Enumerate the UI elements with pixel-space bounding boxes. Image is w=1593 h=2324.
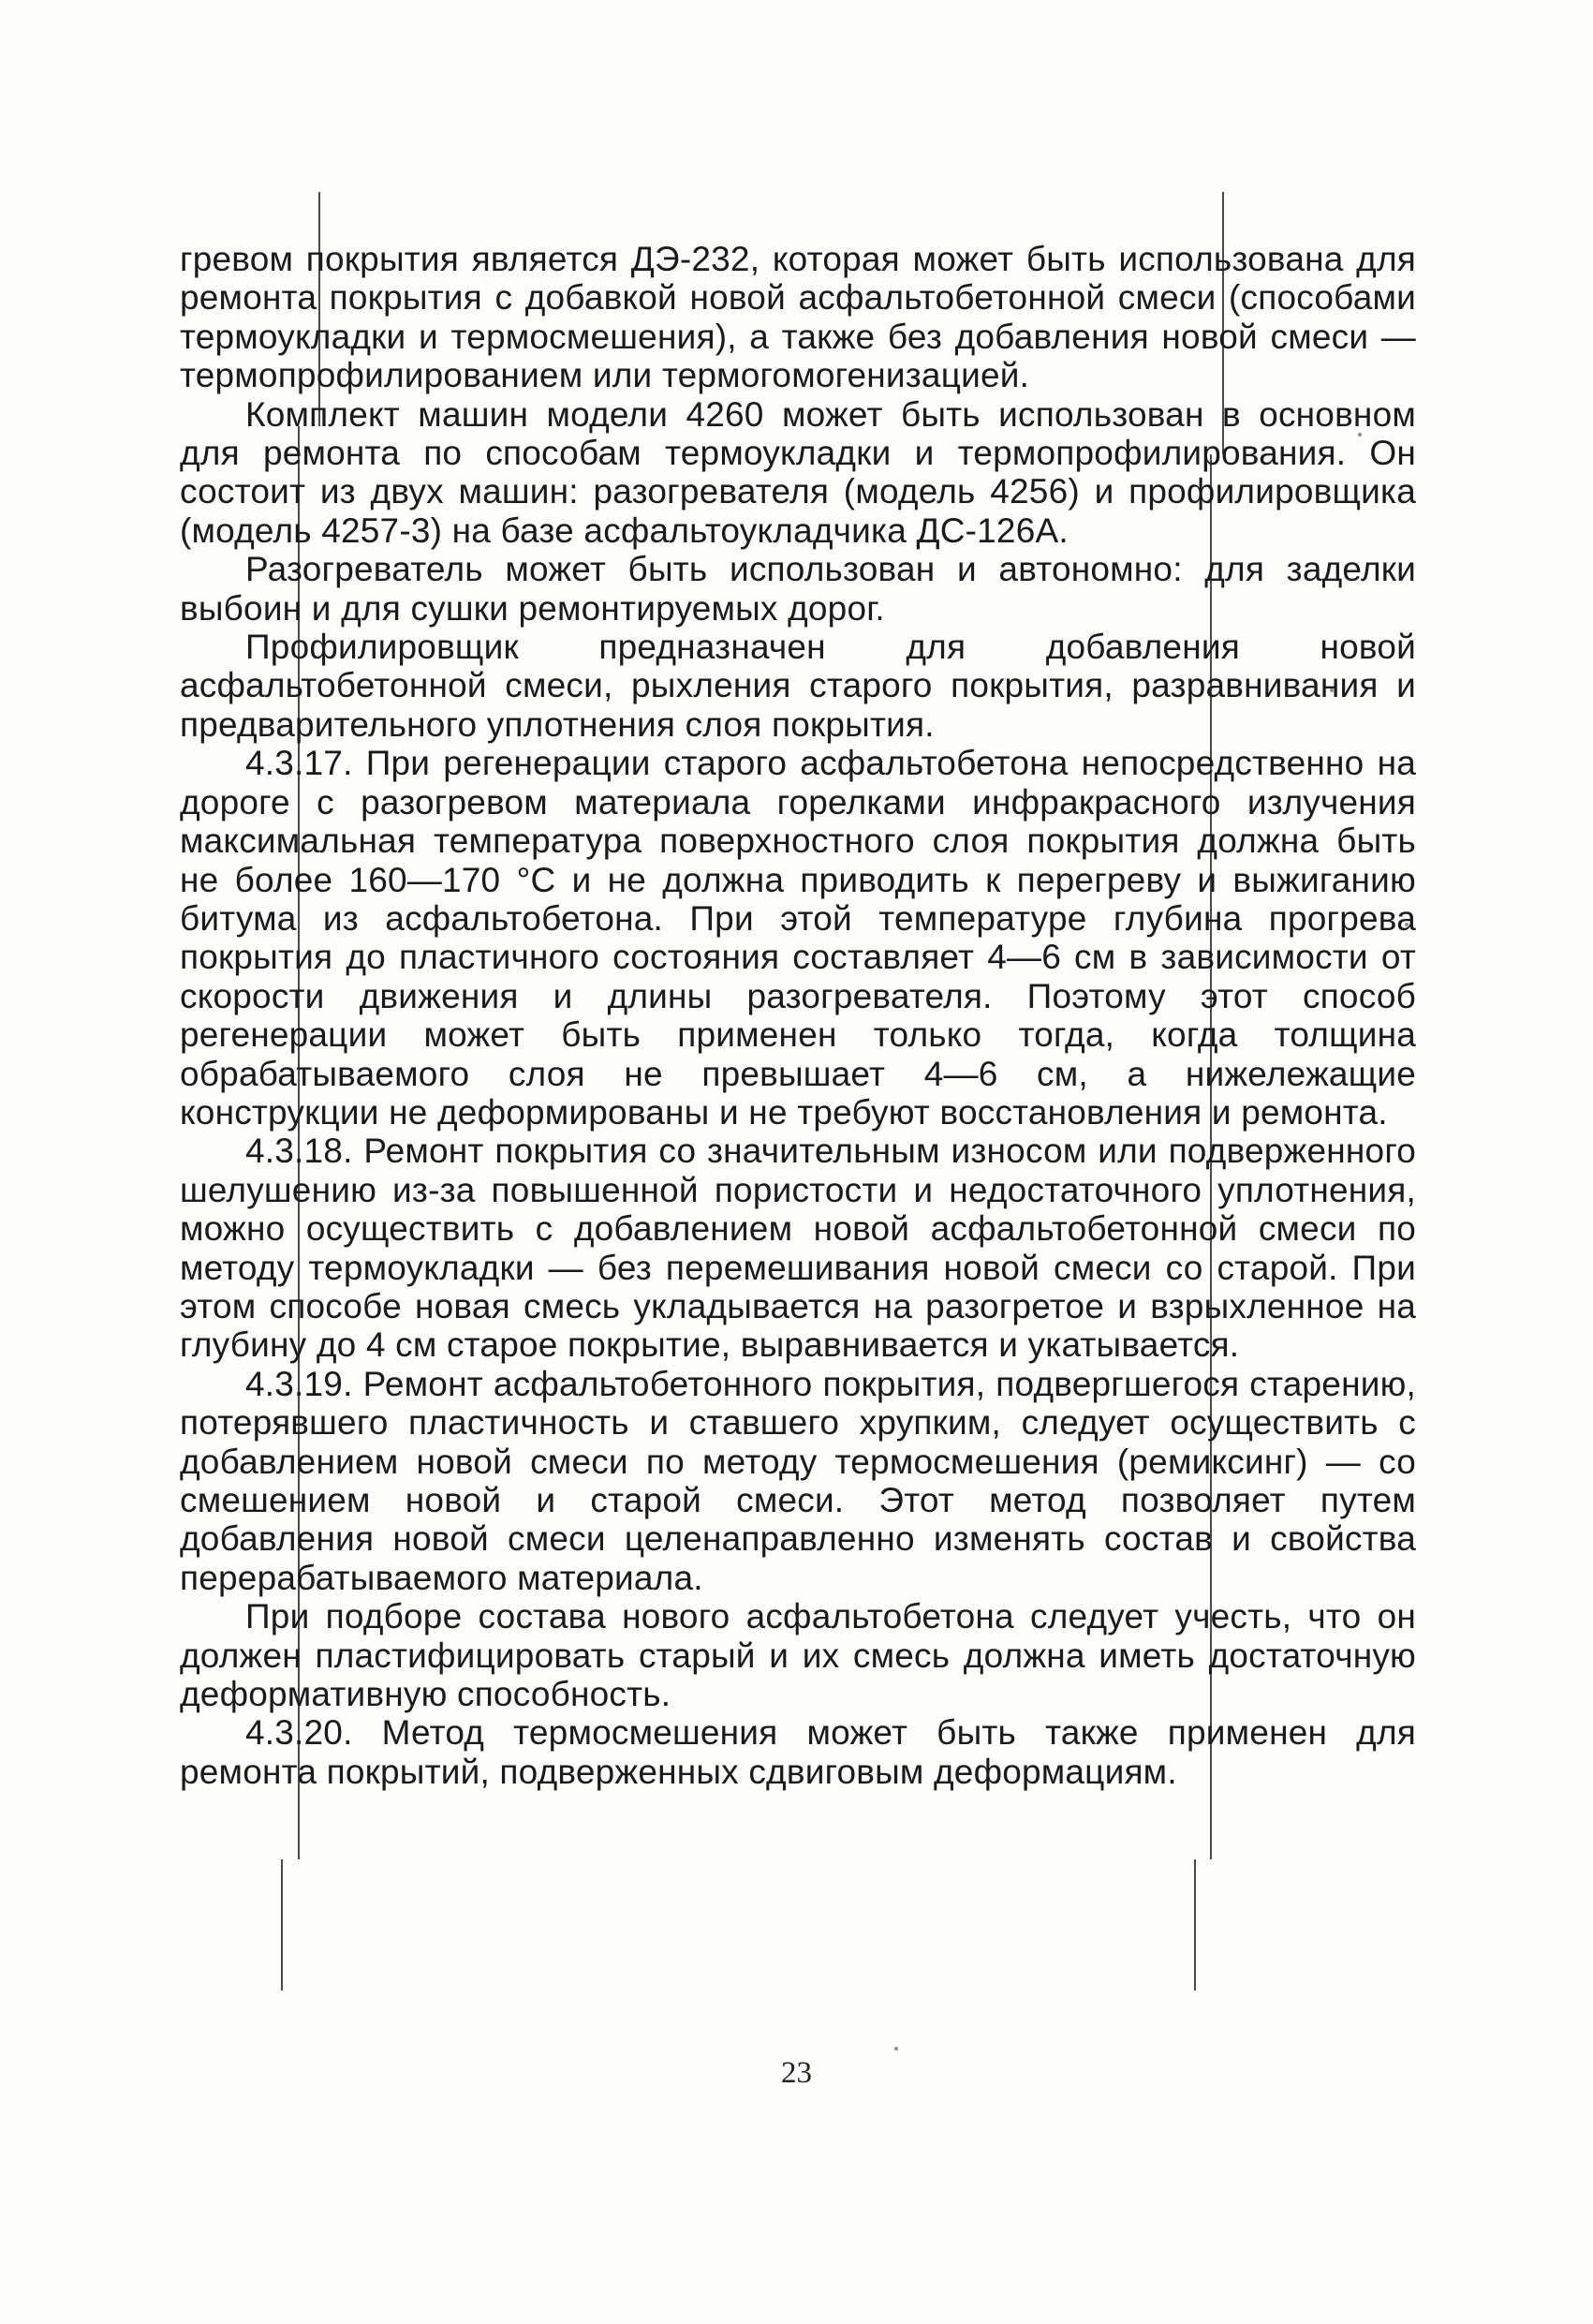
paragraph-8: При подборе состава нового асфальтобетона следует учесть, что он должен пластифицировать старый и их смесь должна иметь достаточную деформативную способность. bbox=[180, 1597, 1416, 1714]
scan-speck bbox=[894, 2047, 898, 2050]
paragraph-2: Комплект машин модели 4260 может быть использован в основном для ремонта по способам термоукладки и термопрофилирования. Он состоит из двух машин: разогревателя (модель 4256) и профилировщика (модель 4257-3) на базе асфальтоукладчика ДС-126А. bbox=[180, 394, 1416, 550]
paragraph-section-4-3-20: 4.3.20. Метод термосмешения может быть также применен для ремонта покрытий, подверженных сдвиговым деформациям. bbox=[180, 1713, 1416, 1791]
paragraph-3: Разогреватель может быть использован и автономно: для заделки выбоин и для сушки ремонтируемых дорог. bbox=[180, 550, 1416, 628]
page-number: 23 bbox=[781, 2056, 812, 2090]
scan-artifact-line bbox=[1194, 1859, 1196, 1991]
paragraph-1: гревом покрытия является ДЭ-232, которая может быть использована для ремонта покрытия с добавкой новой асфальтобетонной смеси (способами термоукладки и термосмешения), а также без добавления новой смеси — термопрофилированием или термогомогенизацией. bbox=[180, 240, 1416, 395]
paragraph-section-4-3-19: 4.3.19. Ремонт асфальтобетонного покрытия, подвергшегося старению, потерявшего пластичность и ставшего хрупким, следует осуществить с добавлением новой смеси по методу термосмешения (ремиксинг) — со смешением новой и старой смеси. Этот метод позволяет путем добавления новой смеси целенаправленно изменять состав и свойства перерабатываемого материала. bbox=[180, 1364, 1416, 1597]
paragraph-section-4-3-17: 4.3.17. При регенерации старого асфальтобетона непосредственно на дороге с разогревом материала горелками инфракрасного излучения максимальная температура поверхностного слоя покрытия должна быть не более 160—170 °С и не должна приводить к перегреву и выжиганию битума из асфальтобетона. При этой температуре глубина прогрева покрытия до пластичного состояния составляет 4—6 см в зависимости от скорости движения и длины разогревателя. Поэтому этот способ регенерации может быть применен только тогда, когда толщина обрабатываемого слоя не превышает 4—6 см, а нижележащие конструкции не деформированы и не требуют восстановления и ремонта. bbox=[180, 744, 1416, 1132]
paragraph-4: Профилировщик предназначен для добавления новой асфальтобетонной смеси, рыхления старого покрытия, разравнивания и предварительного уплотнения слоя покрытия. bbox=[180, 628, 1416, 744]
paragraph-section-4-3-18: 4.3.18. Ремонт покрытия со значительным износом или подверженного шелушению из-за повышенной пористости и недостаточного уплотнения, можно осуществить с добавлением новой асфальтобетонной смеси по методу термоукладки — без перемешивания новой смеси со старой. При этом способе новая смесь укладывается на разогретое и взрыхленное на глубину до 4 см старое покрытие, выравнивается и укатывается. bbox=[180, 1132, 1416, 1365]
body-text bbox=[180, 240, 1416, 1791]
scan-artifact-line bbox=[281, 1859, 283, 1991]
